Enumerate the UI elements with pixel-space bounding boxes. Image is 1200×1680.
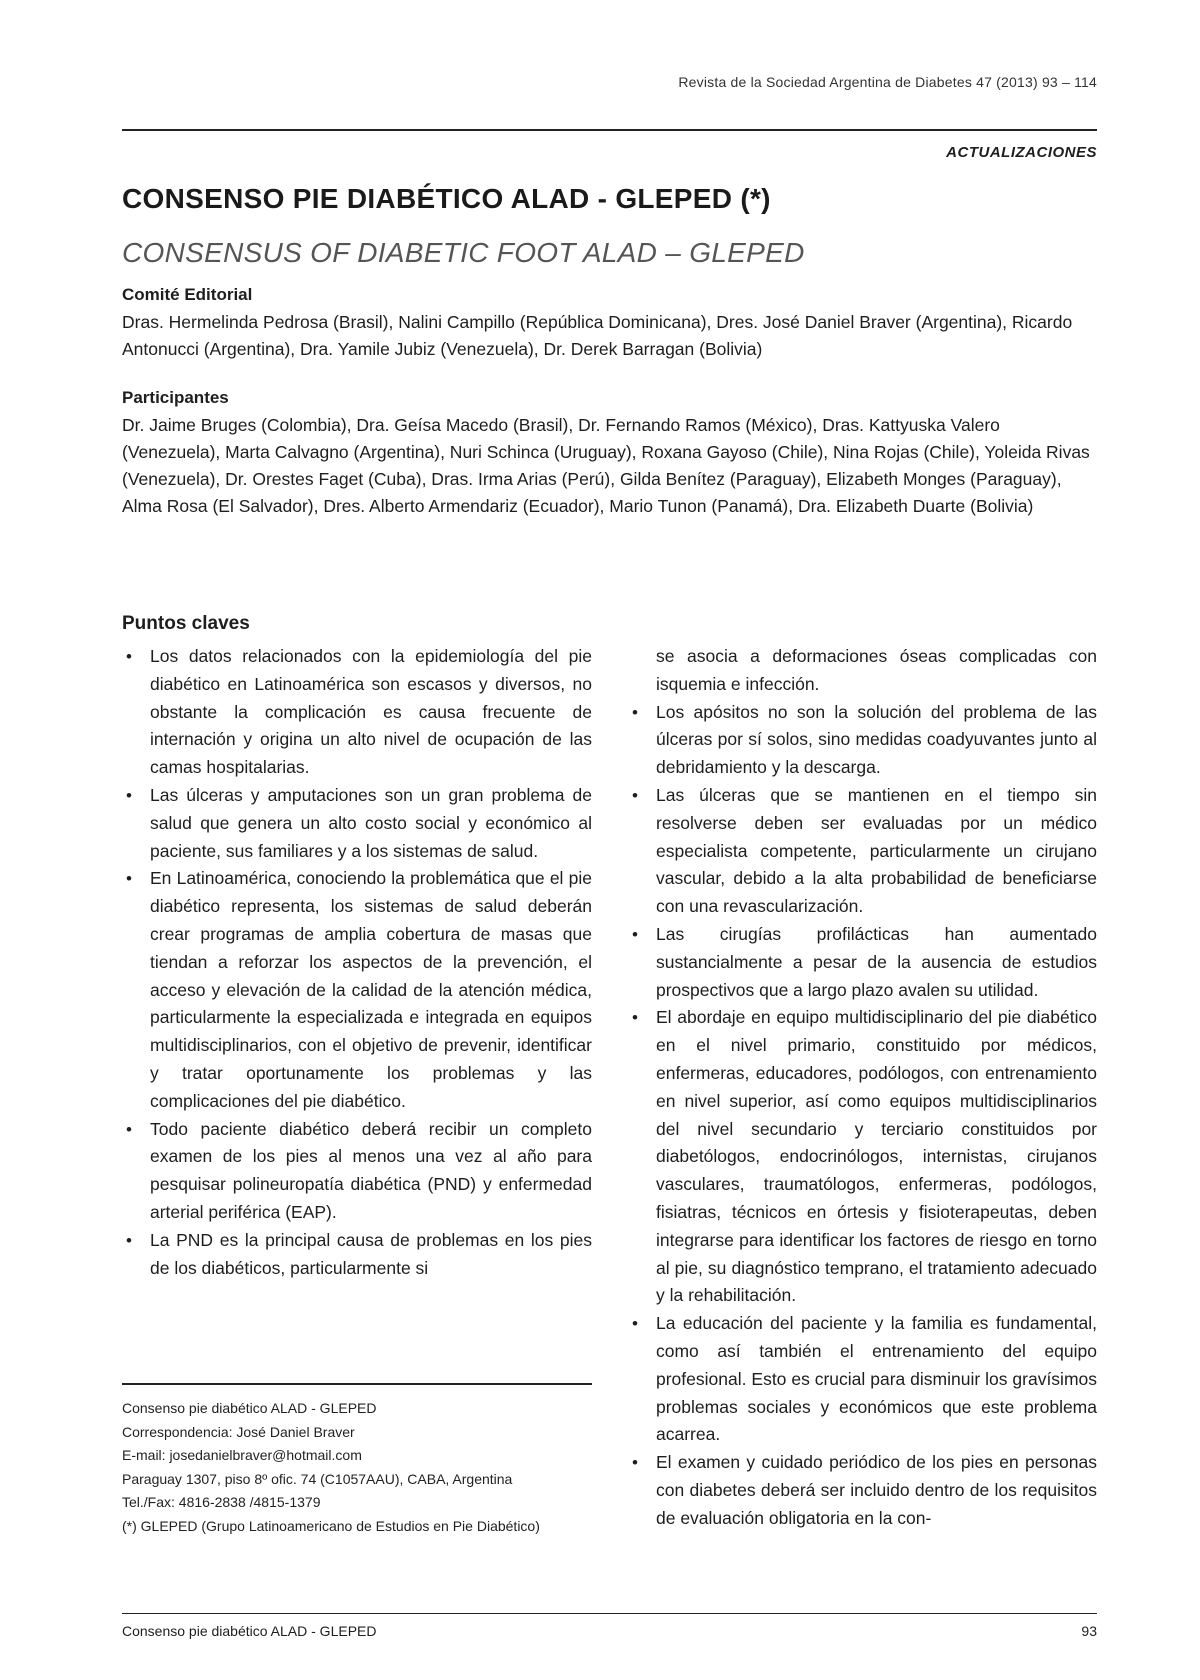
key-point-continuation: se asocia a deformaciones óseas complicadas con isquemia e infección.	[656, 646, 1097, 694]
key-points-heading: Puntos claves	[122, 613, 250, 634]
key-point-item: • Las cirugías profilácticas han aumentado sustancialmente a pesar de la ausencia de estudios prospectivos que a largo plazo avalen su utilidad.	[628, 921, 1097, 1004]
key-points-left-column	[122, 643, 592, 1282]
key-point-item: • Los apósitos no son la solución del problema de las úlceras por sí solos, sino medidas coadyuvantes junto al debridamiento y la descarga.	[628, 699, 1097, 782]
participants-text: Dr. Jaime Bruges (Colombia), Dra. Geísa Macedo (Brasil), Dr. Fernando Ramos (México), Dras. Kattyuska Valero (Venezuela), Marta Calvagno (Argentina), Nuri Schinca (Uruguay), Roxana Gayoso (Chile), Nina Rojas (Chile), Yoleida Rivas (Venezuela), Dr. Orestes Faget (Cuba), Dras. Irma Arias (Perú), Gilda Benítez (Paraguay), Elizabeth Monges (Paraguay), Alma Rosa (El Salvador), Dres. Alberto Armendariz (Ecuador), Mario Tunon (Panamá), Dra. Elizabeth Duarte (Bolivia)	[122, 415, 1090, 516]
footer-running-title: Consenso pie diabético ALAD - GLEPED	[122, 1623, 377, 1639]
key-point-item: • El abordaje en equipo multidisciplinario del pie diabético en el nivel primario, constituido por médicos, enfermeras, educadores, podólogos, con entrenamiento en nivel superior, así como equipos multidisciplinarios del nivel secundario y terciario constituidos por diabetólogos, endocrinólogos, internistas, cirujanos vasculares, traumatólogos, enfermeras, podólogos, fisiatras, técnicos en órtesis y fisioterapeutas, deben integrarse para identificar los factores de riesgo en torno al pie, su diagnóstico temprano, el tratamiento adecuado y la rehabilitación.	[628, 1004, 1097, 1310]
footnote-title: Consenso pie diabético ALAD - GLEPED	[122, 1400, 377, 1416]
key-point-item: • La educación del paciente y la familia es fundamental, como así también el entrenamiento del equipo profesional. Esto es crucial para disminuir los gravísimos problemas sociales y económicos que este problema acarrea.	[628, 1310, 1097, 1449]
page-number: 93	[1081, 1623, 1097, 1639]
key-point-item: • El examen y cuidado periódico de los pies en personas con diabetes deberá ser incluido dentro de los requisitos de evaluación obligatoria en la con-	[628, 1449, 1097, 1532]
key-points-right-column	[628, 643, 1097, 1533]
footnote-email: E-mail: josedanielbraver@hotmail.com	[122, 1447, 362, 1463]
key-point-item: • Los datos relacionados con la epidemiología del pie diabético en Latinoamérica son escasos y diversos, no obstante la complicación es causa frecuente de internación y origina un alto nivel de ocupación de las camas hospitalarias.	[122, 643, 592, 782]
top-divider	[122, 129, 1097, 131]
key-point-item: • Las úlceras y amputaciones son un gran problema de salud que genera un alto costo social y económico al paciente, sus familiares y a los sistemas de salud.	[122, 782, 592, 865]
editorial-heading: Comité Editorial	[122, 285, 253, 304]
footnote-phone: Tel./Fax: 4816-2838 /4815-1379	[122, 1494, 321, 1510]
key-point-item: • La PND es la principal causa de problemas en los pies de los diabéticos, particularmente si	[122, 1227, 592, 1283]
footnote-gleped: (*) GLEPED (Grupo Latinoamericano de Estudios en Pie Diabético)	[122, 1517, 540, 1534]
participants	[122, 386, 1097, 520]
footnote-correspondence: Correspondencia: José Daniel Braver	[122, 1423, 355, 1440]
journal-header: Revista de la Sociedad Argentina de Diabetes 47 (2013) 93 – 114	[678, 74, 1097, 90]
key-point-item: • Las úlceras que se mantienen en el tiempo sin resolverse deben ser evaluadas por un médico especialista competente, particularmente un cirujano vascular, debido a la alta probabilidad de beneficiarse con una revascularización.	[628, 782, 1097, 921]
footer-divider	[122, 1613, 1097, 1614]
footnote-address: Paraguay 1307, piso 8º ofic. 74 (C1057AAU), CABA, Argentina	[122, 1470, 513, 1487]
participants-heading: Participantes	[122, 388, 229, 407]
key-point-item: • En Latinoamérica, conociendo la problemática que el pie diabético representa, los sistemas de salud deberán crear programas de amplia cobertura de masas que tiendan a reforzar los aspectos de la prevención, el acceso y elevación de la calidad de la atención médica, particularmente la especializada e integrada en equipos multidisciplinarios, con el objetivo de prevenir, identificar y tratar oportunamente los problemas y las complicaciones del pie diabético.	[122, 865, 592, 1115]
footnote	[122, 1397, 602, 1538]
key-point-item: • Todo paciente diabético deberá recibir un completo examen de los pies al menos una vez al año para pesquisar polineuropatía diabética (PND) y enfermedad arterial periférica (EAP).	[122, 1116, 592, 1227]
article-subtitle: CONSENSUS OF DIABETIC FOOT ALAD – GLEPED	[122, 237, 805, 268]
section-label: ACTUALIZACIONES	[946, 144, 1097, 161]
article-title: CONSENSO PIE DIABÉTICO ALAD - GLEPED (*)	[122, 183, 771, 214]
footnote-divider	[122, 1383, 592, 1385]
editorial-committee	[122, 283, 1097, 363]
editorial-text: Dras. Hermelinda Pedrosa (Brasil), Nalini Campillo (República Dominicana), Dres. José Daniel Braver (Argentina), Ricardo Antonucci (Argentina), Dra. Yamile Jubiz (Venezuela), Dr. Derek Barragan (Bolivia)	[122, 312, 1073, 359]
